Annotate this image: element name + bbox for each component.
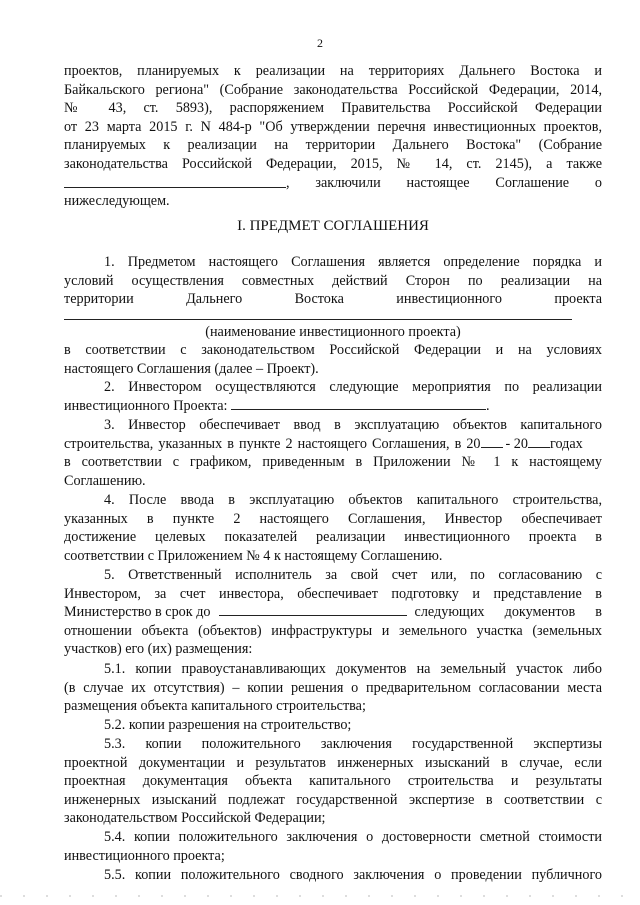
text-line: 5.1. копии правоустанавливающих документов на земельный участок либо [104,661,602,677]
text-line: достижение целевых показателей реализации инвестиционного проекта в [64,529,602,546]
text-line: размещения объекта капитального строительства; [64,698,366,715]
text-line: 5.3. копии положительного заключения государственной экспертизы [104,736,602,752]
text-line [64,435,602,454]
p5-after-blank: следующих документов в [414,604,602,621]
text-line: инженерных изысканий подлежат государственной экспертизе в соответствии с [64,791,602,808]
paragraph-1 [64,253,602,309]
project-name-blank [64,318,572,320]
subparagraph-5-4 [64,828,602,865]
fill-in-blank [528,435,550,448]
text-line [64,174,602,193]
text-line: проектная документация объекта капитального строительства и результаты [64,773,602,790]
subparagraph-5-1 [64,660,602,716]
text-line: 1. Предметом настоящего Соглашения является определение порядка и [104,254,602,270]
subparagraph-5-2 [64,716,602,735]
p3-text: строительства, указанных в пункте 2 настоящего Соглашения, в 20 [64,435,481,452]
text-line: от 23 марта 2015 г. N 484-р "Об утверждении перечня инвестиционных проектов, [64,118,602,135]
text-line: в соответствии с законодательством Российской Федерации и на условиях [64,342,602,358]
subparagraph-5-3 [64,735,602,828]
text-line: Байкальского региона" (Собрание законодательства Российской Федерации, 2014, [64,81,602,98]
paragraph-2 [64,378,602,415]
text-line: 3. Инвестор обеспечивает ввод в эксплуатацию объектов капитального [104,417,602,433]
text-line: Инвестором, за счет инвестора, обеспечивает подготовку и представление в [64,585,602,602]
text-line: проектной документации и результатов инженерных изысканий в случае, если [64,754,602,771]
text-line: 5.5. копии положительного сводного заключения о проведении публичного [104,867,602,883]
text-line [64,603,602,622]
text-line: 4. После ввода в эксплуатацию объектов капитального строительства, [104,492,602,508]
project-name-caption: (наименование инвестиционного проекта) [205,324,461,340]
fill-in-blank [64,174,286,188]
fill-in-blank [481,435,503,448]
text-line: соответствии с Приложением № 4 к настоящему Соглашению. [64,547,443,564]
text-line: законодательством Российской Федерации; [64,810,326,827]
intro-blank-continuation: , заключили настоящее Соглашение о [286,174,602,191]
text-line: планируемых к реализации на территории Дальнего Востока" (Собрание [64,137,602,154]
fill-in-blank [219,603,407,616]
text-line: законодательства Российской Федерации, 2015, № 14, ст. 2145), а также [64,155,602,172]
text-line: инвестиционного Проекта: . [64,397,490,414]
paragraph-4 [64,491,602,565]
text-line: территории Дальнего Востока инвестиционного проекта [64,291,602,308]
text-line: № 43, ст. 5893), распоряжением Правительства Российской Федерации [64,100,602,117]
paragraph-3 [64,416,602,490]
text-line: (в случае их отсутствия) – копии решения о предварительном согласовании места [64,679,602,696]
p2-label: инвестиционного Проекта: [64,397,228,414]
text-line: указанных в пункте 2 настоящего Соглашения, Инвестор обеспечивает [64,510,602,527]
paragraph-1-continuation [64,341,602,378]
p3-years: годах [549,435,583,452]
p3-range-dash: - 20 [505,435,528,452]
scan-artifact [0,895,640,897]
text-line: условий осуществления совместных действий Сторон по реализации на [64,272,602,289]
text-line: 5. Ответственный исполнитель за свой счет или, по согласованию с [104,567,602,583]
text-line: 5.2. копии разрешения на строительство; [104,717,352,733]
text-line: участков) его (их) размещения: [64,641,253,658]
subparagraph-5-5 [64,866,602,885]
text-line: настоящего Соглашения (далее – Проект). [64,360,319,377]
text-line: 5.4. копии положительного заключения о достоверности сметной стоимости [104,829,602,845]
text-line: отношении объекта (объектов) инфраструктуры и земельного участка (земельных [64,622,602,639]
text-line: Соглашению. [64,472,146,489]
intro-paragraph [64,62,602,211]
text-line: инвестиционного проекта; [64,847,225,864]
text-line: в соответствии с графиком, приведенным в Приложении № 1 к настоящему [64,454,602,471]
page-number: 2 [317,36,323,50]
section-title: I. ПРЕДМЕТ СОГЛАШЕНИЯ [237,218,429,234]
p5-text: Министерство в срок до [64,604,211,621]
text-line: 2. Инвестором осуществляются следующие мероприятия по реализации [104,379,602,395]
paragraph-5 [64,566,602,659]
fill-in-blank [231,397,486,410]
text-line: нижеследующем. [64,193,170,210]
text-line: проектов, планируемых к реализации на территориях Дальнего Востока и [64,63,602,79]
